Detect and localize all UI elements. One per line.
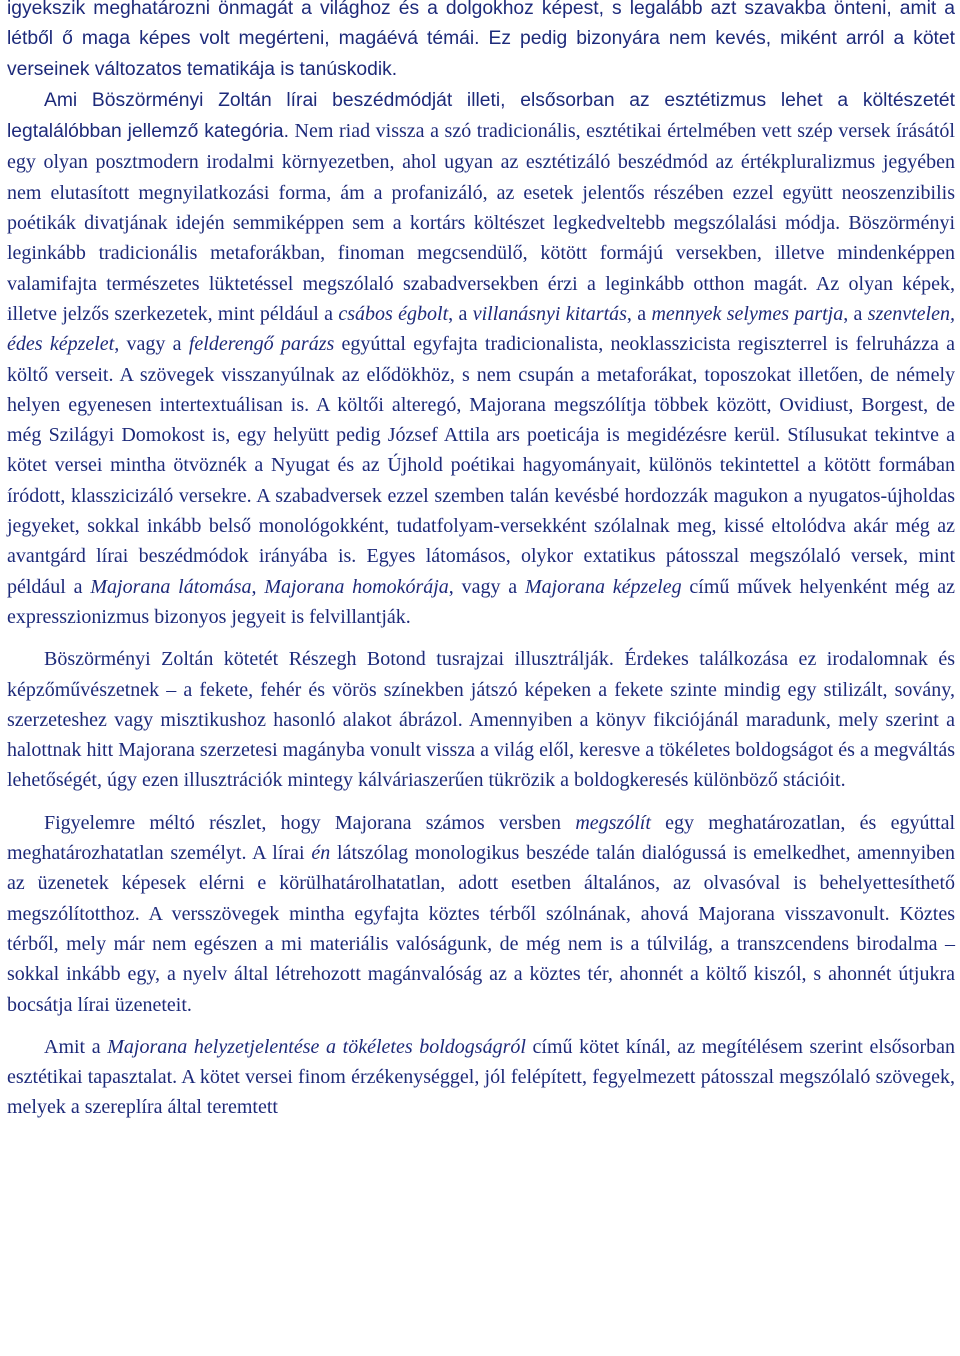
italic-text-segment: Majorana képzeleg	[524, 575, 682, 598]
italic-text-segment: Majorana helyzetjelentése a tökéletes boldogságról	[107, 1035, 526, 1058]
text-segment: , a	[626, 302, 652, 325]
italic-text-segment: villanásnyi kitartás	[472, 302, 627, 325]
italic-text-segment: csábos égbolt	[338, 302, 449, 325]
paragraph	[7, 644, 955, 795]
text-segment: című művek helyenként még az expresszionizmus bizonyos jegyeit is felvillantják.	[7, 575, 955, 628]
text-segment: Figyelemre méltó részlet, hogy Majorana számos versben	[44, 811, 576, 834]
text-segment: , vagy a	[114, 333, 189, 356]
text-segment: Amit a	[44, 1035, 108, 1058]
text-segment: egyúttal egyfajta tradicionalista, neoklasszicista regiszterrel is felruházza a költő verseit. A szövegek visszanyúlnak az elődökhöz, s nem csupán a metaforákat, toposzokat illetően, de némely helyen egyenesen intertextuálisan is. A költői alteregó, Majorana megszólítja többek között, Ovidiust, Borgest, de még Szilágyi Domokost is, egy helyütt pedig József Attila ars poeticája is megidézésre kerül. Stílusukat tekintve a kötet versei mintha ötvöznék a Nyugat és az Újhold poétikai hagyományait, különös tekintettel a kötött formában íródott, klasszicizáló versekre. A szabadversek ezzel szemben talán kevésbé hordozzák magukon a nyugatos-újholdas jegyeket, sokkal inkább belső monológokként, tudatfolyam-versekként szólalnak meg, kissé eltolódva akár még az avantgárd lírai beszédmódok irányába is. Egyes látomásos, olykor extatikus pátosszal megszólaló versek, mint például a	[7, 333, 956, 598]
italic-text-segment: én	[311, 842, 331, 865]
text-segment: , a	[448, 302, 473, 325]
text-segment: Ami Böszörményi Zoltán lírai beszédmódját illeti, elsősorban az esztétizmus lehet a költészetét legtalálóbban jellemző kategória.	[7, 89, 955, 143]
italic-text-segment: Majorana homokórája	[264, 575, 449, 598]
text-segment: igyekszik meghatározni önmagát a világhoz és a dolgokhoz képest, s legalább azt szavakba önteni, amit a létből ő maga képes volt megérteni, magáévá témái. Ez pedig bizonyára nem kevés, miként arról a kötet verseinek változatos tematikája is tanúskodik.	[7, 0, 955, 80]
text-segment: , a	[843, 302, 868, 325]
paragraph	[7, 1032, 955, 1123]
text-segment: látszólag monologikus beszéde talán dialógussá is emelkedhet, amennyiben az üzenetek képesek elérni e körülhatárolhatatlan, adott esetben általános, az olvasóval is behelyettesíthető megszólítotthoz. A versszövegek mintha egyfajta köztes térből szólnának, ahová Majorana visszavonult. Köztes térből, mely már nem egészen a mi materiális valóságunk, de még nem is a túlvilág, a transzcendens birodalma – sokkal inkább egy, a nyelv által létrehozott magánvalóság az a köztes tér, ahonnét a költő kiszól, s ahonnét útjukra bocsátja lírai üzeneteit.	[7, 842, 955, 1016]
italic-text-segment: mennyek selymes partja	[651, 302, 844, 325]
paragraph	[7, 808, 955, 1020]
text-segment: című kötet kínál, az megítélésem szerint elsősorban esztétikai tapasztalat. A kötet versei finom érzékenységgel, jól felépített, fegyelmezett pátosszal megszólaló szövegek, melyek a szereplíra által teremtett	[7, 1035, 955, 1119]
text-segment: ,	[251, 575, 265, 598]
document-body	[7, 0, 955, 1123]
italic-text-segment: Majorana látomása	[90, 575, 252, 598]
text-segment: egy meghatározatlan, és egyúttal meghatározhatatlan személyt. A lírai	[7, 811, 956, 865]
paragraph	[7, 0, 955, 85]
paragraph	[7, 85, 955, 632]
text-segment: , vagy a	[448, 575, 525, 598]
italic-text-segment: felderengő parázs	[188, 333, 335, 356]
text-segment: Böszörményi Zoltán kötetét Részegh Botond tusrajzai illusztrálják. Érdekes találkozása ez irodalomnak és képzőművészetnek – a fekete, fehér és vörös színekben játszó képeken a fekete szinte mindig egy stilizált, sovány, szerzeteshez vagy misztikushoz hasonló alakot ábrázol. Amennyiben a könyv fikciójánál maradunk, mely szerint a halottnak hitt Majorana szerzetesi magányba vonult vissza a világ elől, keresve a tökéletes boldogságot és a megváltás lehetőségét, úgy ezen illusztrációk mintegy kálváriaszerűen tükrözik a boldogkeresés különböző stációit.	[7, 648, 955, 792]
italic-text-segment: szenvtelen, édes képzelet	[7, 302, 955, 356]
italic-text-segment: megszólít	[575, 811, 651, 834]
text-segment: Nem riad vissza a szó tradicionális, esztétikai értelmében vett szép versek írásától egy olyan posztmodern irodalmi környezetben, ahol ugyan az esztétizáló beszédmód az értékpluralizmus jegyében nem elutasított megnyilatkozási forma, ám a profanizáló, az esetek jelentős részében ezzel együtt neoszenzibilis poétikák divatjának idején semmiképpen sem a kortárs költészet legkedveltebb megszólalási módja. Böszörményi leginkább tradicionális metaforákban, finoman megcsendülő, kötött formájú versekben, illetve mindenképpen valamifajta természetes lüktetéssel megszólaló szabadversekben érzi a leginkább otthon magát. Az olyan képek, illetve jelzős szerkezetek, mint például a	[7, 120, 955, 325]
